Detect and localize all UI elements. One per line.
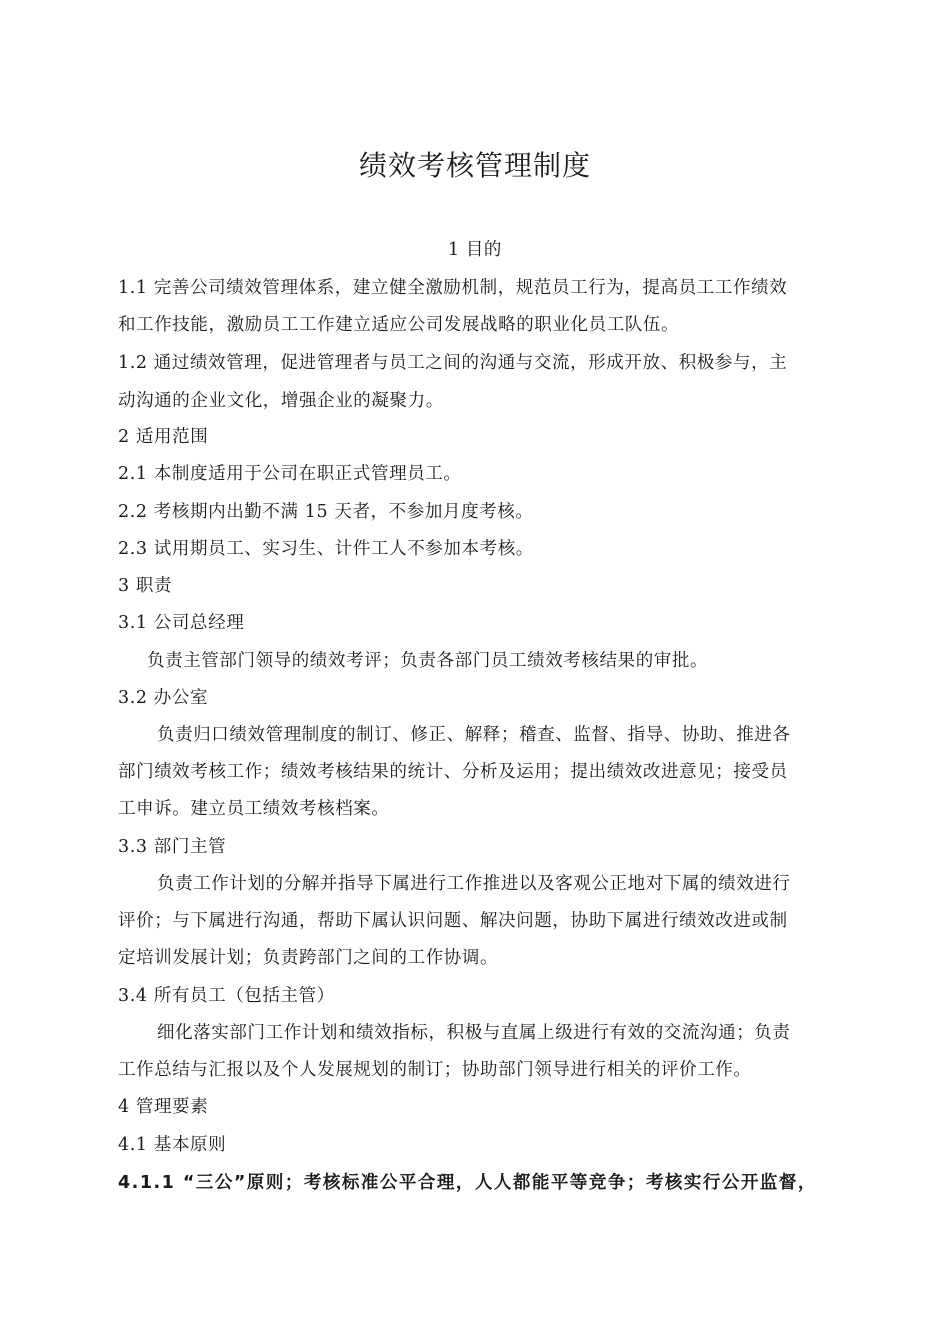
paragraph-line: 定培训发展计划；负责跨部门之间的工作协调。 <box>118 948 499 968</box>
paragraph-line: 和工作技能，激励员工工作建立适应公司发展战略的职业化员工队伍。 <box>118 315 680 335</box>
paragraph-line: 负责工作计划的分解并指导下属进行工作推进以及客观公正地对下属的绩效进行 <box>157 874 791 894</box>
section-heading-elements: 4 管理要素 <box>118 1097 209 1117</box>
paragraph-line: 2.1 本制度适用于公司在职正式管理员工。 <box>118 464 462 484</box>
section-heading-purpose: 1 目的 <box>447 240 503 260</box>
paragraph-line: 1.1 完善公司绩效管理体系，建立健全激励机制，规范员工行为，提高员工工作绩效 <box>118 278 788 298</box>
paragraph-line: 负责主管部门领导的绩效考评；负责各部门员工绩效考核结果的审批。 <box>147 651 709 671</box>
paragraph-line: 部门绩效考核工作；绩效考核结果的统计、分析及运用；提出绩效改进意见；接受员 <box>118 762 788 782</box>
paragraph-line: 2.3 试用期员工、实习生、计件工人不参加本考核。 <box>118 539 534 559</box>
paragraph-line: 1.2 通过绩效管理，促进管理者与员工之间的沟通与交流，形成开放、积极参与，主 <box>118 353 788 373</box>
paragraph-line: 工申诉。建立员工绩效考核档案。 <box>118 799 390 819</box>
subsection-heading: 3.1 公司总经理 <box>118 613 245 633</box>
paragraph-line: 细化落实部门工作计划和绩效指标，积极与直属上级进行有效的交流沟通；负责 <box>157 1023 791 1043</box>
bold-paragraph-line: 4.1.1 “三公”原则；考核标准公平合理，人人都能平等竞争；考核实行公开监督， <box>118 1173 817 1193</box>
subsection-heading: 3.3 部门主管 <box>118 837 227 857</box>
section-heading-scope: 2 适用范围 <box>118 427 209 447</box>
paragraph-line: 评价；与下属进行沟通，帮助下属认识问题、解决问题，协助下属进行绩效改进或制 <box>118 911 788 931</box>
paragraph-line: 2.2 考核期内出勤不满 15 天者，不参加月度考核。 <box>118 502 534 522</box>
section-heading-duties: 3 职责 <box>118 576 173 596</box>
paragraph-line: 负责归口绩效管理制度的制订、修正、解释；稽查、监督、指导、协助、推进各 <box>157 725 791 745</box>
paragraph-line: 动沟通的企业文化，增强企业的凝聚力。 <box>118 391 444 411</box>
subsection-heading: 4.1 基本原则 <box>118 1135 227 1155</box>
paragraph-line: 工作总结与汇报以及个人发展规划的制订；协助部门领导进行相关的评价工作。 <box>118 1060 752 1080</box>
subsection-heading: 3.4 所有员工（包括主管） <box>118 986 335 1006</box>
subsection-heading: 3.2 办公室 <box>118 688 209 708</box>
document-title: 绩效考核管理制度 <box>358 149 591 182</box>
